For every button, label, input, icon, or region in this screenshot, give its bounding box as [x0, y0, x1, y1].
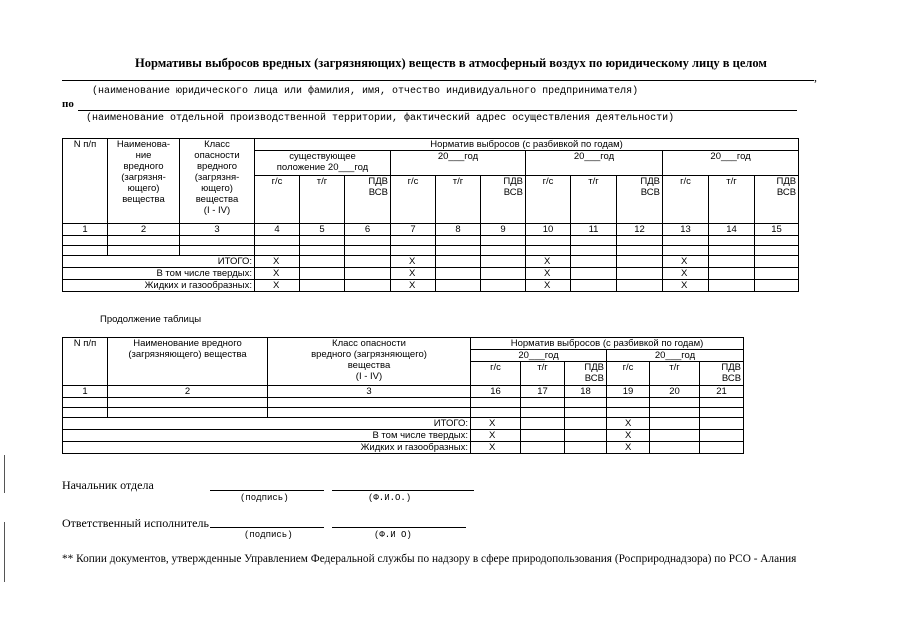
- mark-cell: [571, 256, 617, 268]
- mark-cell: [617, 280, 663, 292]
- mark-cell: [521, 430, 565, 442]
- table-row: [63, 398, 744, 408]
- col-number: 20: [650, 386, 700, 398]
- mark-cell: X: [526, 268, 571, 280]
- mark-cell: [436, 268, 481, 280]
- mark-cell: X: [607, 418, 650, 430]
- mark-cell: X: [663, 256, 709, 268]
- mark-cell: X: [255, 256, 300, 268]
- unit-gs: г/с: [663, 176, 709, 224]
- row-label-solid: В том числе твердых:: [63, 430, 471, 442]
- mark-cell: [565, 442, 607, 454]
- col-number: 2: [108, 224, 180, 236]
- mark-cell: [650, 442, 700, 454]
- mark-cell: [571, 268, 617, 280]
- unit-pdv: ПДВ ВСВ: [345, 176, 391, 224]
- mark-cell: [755, 280, 799, 292]
- mark-cell: [300, 268, 345, 280]
- mark-cell: X: [471, 430, 521, 442]
- row-label-liquid-gas: Жидких и газообразных:: [63, 442, 471, 454]
- mark-cell: X: [663, 268, 709, 280]
- header-hazard-class: Класс опасности вредного (загрязня- ющего) вещества (I - IV): [180, 139, 255, 224]
- head-of-department-label: Начальник отдела: [62, 478, 154, 492]
- unit-pdv: ПДВ ВСВ: [755, 176, 799, 224]
- mark-cell: [481, 268, 526, 280]
- col-number: 6: [345, 224, 391, 236]
- mark-cell: [700, 430, 744, 442]
- header-year: 20___год: [663, 151, 799, 176]
- mark-cell: [709, 280, 755, 292]
- mark-cell: [436, 280, 481, 292]
- col-number: 5: [300, 224, 345, 236]
- header-year: 20___год: [471, 350, 607, 362]
- unit-gs: г/с: [255, 176, 300, 224]
- mark-cell: [481, 280, 526, 292]
- mark-cell: [571, 280, 617, 292]
- mark-cell: [755, 256, 799, 268]
- header-substance-name: Наименова- ние вредного (загрязня- ющего) вещества: [108, 139, 180, 224]
- unit-tg: т/г: [436, 176, 481, 224]
- row-label-liquid-gas: Жидких и газообразных:: [63, 280, 255, 292]
- col-number: 3: [268, 386, 471, 398]
- head-signature-line: [210, 490, 324, 491]
- unit-gs: г/с: [607, 362, 650, 386]
- emissions-table: [62, 138, 799, 292]
- mark-cell: X: [391, 256, 436, 268]
- col-number: 19: [607, 386, 650, 398]
- mark-cell: [700, 442, 744, 454]
- header-year: 20___год: [391, 151, 526, 176]
- col-number: 16: [471, 386, 521, 398]
- unit-gs: г/с: [526, 176, 571, 224]
- unit-gs: г/с: [391, 176, 436, 224]
- mark-cell: X: [391, 268, 436, 280]
- total-row: [63, 256, 799, 268]
- mark-cell: [650, 430, 700, 442]
- org-name-caption: (наименование юридического лица или фамилия, имя, отчество индивидуального предпринимателя): [92, 86, 639, 97]
- org-line-comma: ,: [814, 70, 817, 84]
- site-line: [78, 110, 797, 111]
- header-year: 20___год: [607, 350, 744, 362]
- head-signature-caption: (подпись): [240, 493, 289, 503]
- liquid-gas-row: [63, 442, 744, 454]
- unit-pdv: ПДВ ВСВ: [481, 176, 526, 224]
- table-row: [63, 236, 799, 246]
- mark-cell: [436, 256, 481, 268]
- unit-tg: т/г: [709, 176, 755, 224]
- mark-cell: [300, 280, 345, 292]
- mark-cell: [650, 418, 700, 430]
- mark-cell: [300, 256, 345, 268]
- col-number: 4: [255, 224, 300, 236]
- col-number: 2: [108, 386, 268, 398]
- mark-cell: [521, 418, 565, 430]
- row-label-total: ИТОГО:: [63, 418, 471, 430]
- header-num: N п/п: [63, 139, 108, 224]
- mark-cell: X: [391, 280, 436, 292]
- unit-gs: г/с: [471, 362, 521, 386]
- col-number: 10: [526, 224, 571, 236]
- responsible-executor-label: Ответственный исполнитель: [62, 516, 209, 530]
- row-label-solid: В том числе твердых:: [63, 268, 255, 280]
- mark-cell: X: [471, 418, 521, 430]
- unit-pdv: ПДВ ВСВ: [565, 362, 607, 386]
- mark-cell: [709, 268, 755, 280]
- col-number: 11: [571, 224, 617, 236]
- head-fio-line: [332, 490, 474, 491]
- table-row: [63, 246, 799, 256]
- mark-cell: [565, 430, 607, 442]
- mark-cell: [345, 280, 391, 292]
- unit-pdv: ПДВ ВСВ: [617, 176, 663, 224]
- mark-cell: X: [526, 280, 571, 292]
- mark-cell: [709, 256, 755, 268]
- site-caption: (наименование отдельной производственной территории, фактический адрес осуществления деятельности): [86, 113, 675, 124]
- table-row: [63, 408, 744, 418]
- unit-tg: т/г: [521, 362, 565, 386]
- col-number: 15: [755, 224, 799, 236]
- po-label: по: [62, 98, 74, 110]
- margin-mark: [4, 455, 5, 493]
- margin-mark: [4, 522, 5, 582]
- footnote: ** Копии документов, утвержденные Управлением Федеральной службы по надзору в сфере природопользования (Росприроднадзора) по РСО - Алания: [62, 553, 797, 565]
- mark-cell: X: [607, 430, 650, 442]
- mark-cell: X: [526, 256, 571, 268]
- mark-cell: [345, 268, 391, 280]
- continuation-label: Продолжение таблицы: [100, 314, 202, 325]
- col-number: 3: [180, 224, 255, 236]
- document-title: Нормативы выбросов вредных (загрязняющих) веществ в атмосферный воздух по юридическому лицу в целом: [135, 56, 767, 70]
- col-number: 9: [481, 224, 526, 236]
- unit-tg: т/г: [300, 176, 345, 224]
- mark-cell: X: [255, 280, 300, 292]
- unit-tg: т/г: [571, 176, 617, 224]
- mark-cell: [521, 442, 565, 454]
- unit-pdv: ПДВ ВСВ: [700, 362, 744, 386]
- responsible-signature-line: [210, 527, 324, 528]
- col-number: 7: [391, 224, 436, 236]
- total-row: [63, 418, 744, 430]
- responsible-fio-line: [332, 527, 466, 528]
- org-name-line: [62, 80, 814, 81]
- mark-cell: [345, 256, 391, 268]
- emissions-table-continued: [62, 337, 744, 454]
- col-number: 12: [617, 224, 663, 236]
- header-substance-name: Наименование вредного (загрязняющего) вещества: [108, 338, 268, 386]
- row-label-total: ИТОГО:: [63, 256, 255, 268]
- mark-cell: [617, 256, 663, 268]
- header-emission-norm: Норматив выбросов (с разбивкой по годам): [471, 338, 744, 350]
- mark-cell: [617, 268, 663, 280]
- col-number: 1: [63, 224, 108, 236]
- col-number: 13: [663, 224, 709, 236]
- mark-cell: [700, 418, 744, 430]
- responsible-signature-caption: (подпись): [244, 530, 293, 540]
- mark-cell: [755, 268, 799, 280]
- header-hazard-class: Класс опасности вредного (загрязняющего) вещества (I - IV): [268, 338, 471, 386]
- col-number: 18: [565, 386, 607, 398]
- col-number: 1: [63, 386, 108, 398]
- responsible-fio-caption: (Ф.И О): [374, 530, 412, 540]
- col-number: 14: [709, 224, 755, 236]
- mark-cell: X: [607, 442, 650, 454]
- head-fio-caption: (Ф.И.О.): [368, 493, 412, 503]
- mark-cell: [565, 418, 607, 430]
- mark-cell: [481, 256, 526, 268]
- header-year: 20___год: [526, 151, 663, 176]
- mark-cell: X: [471, 442, 521, 454]
- mark-cell: X: [255, 268, 300, 280]
- col-number: 8: [436, 224, 481, 236]
- mark-cell: X: [663, 280, 709, 292]
- header-emission-norm: Норматив выбросов (с разбивкой по годам): [255, 139, 799, 151]
- col-number: 21: [700, 386, 744, 398]
- liquid-gas-row: [63, 280, 799, 292]
- solid-row: [63, 268, 799, 280]
- solid-row: [63, 430, 744, 442]
- unit-tg: т/г: [650, 362, 700, 386]
- col-number: 17: [521, 386, 565, 398]
- header-existing-period: существующее положение 20___год: [255, 151, 391, 176]
- header-num: N п/п: [63, 338, 108, 386]
